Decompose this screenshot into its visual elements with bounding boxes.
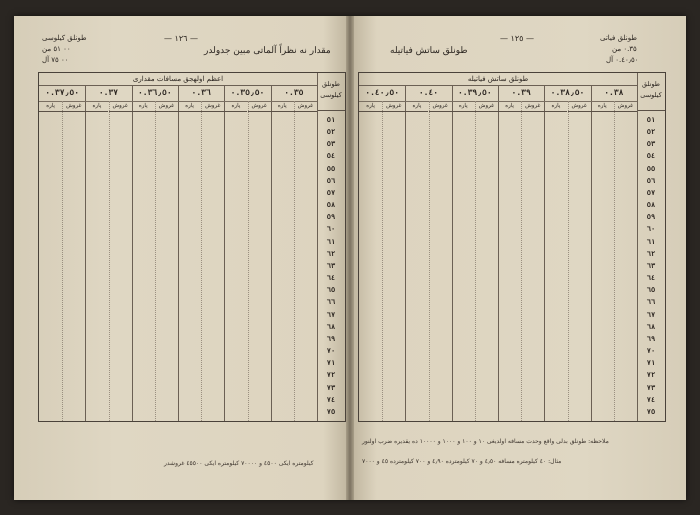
- row-number: ٦٦: [646, 298, 656, 307]
- unit-subheader: پاره: [498, 101, 521, 112]
- row-number: ٥٣: [326, 140, 336, 149]
- unit-subheader: غروش: [201, 101, 224, 112]
- row-number: ٦١: [326, 237, 336, 246]
- right-footnote-1: ملاحظه: طونلق بدلی واقع وحدت مسافه اولدیغی ١٠ و ١٠٠ و ١٠٠٠ و ١٠٠٠٠ ده یقدیره ضرب اولنور: [362, 438, 609, 445]
- unit-subheader: پاره: [178, 101, 201, 112]
- unit-subheader: پاره: [591, 101, 614, 112]
- right-corner-3: ٠.٤٠٫٥٠ آل: [606, 56, 639, 64]
- column-divider: [405, 85, 406, 421]
- left-page-title: مقدار نه نظراً آلماتی مبین جدولدر: [204, 46, 331, 56]
- row-number: ٦٩: [646, 334, 656, 343]
- sub-column-divider: [62, 101, 63, 421]
- left-footnote: کیلومتره ایکی ٤٥٠٠ و ٧٠٠٠٠ کیلومتره ایکی ٤٥٥٠٠ غروشدر: [164, 460, 314, 467]
- column-divider: [271, 85, 272, 421]
- sub-column-divider: [614, 101, 615, 421]
- row-number: ٦٨: [326, 322, 336, 331]
- row-number: ٧٠: [326, 347, 336, 356]
- row-number: ٥٢: [326, 128, 336, 137]
- sub-column-divider: [155, 101, 156, 421]
- row-number: ٧٠: [646, 347, 656, 356]
- row-number: ٧٤: [646, 395, 656, 404]
- unit-subheader: غروش: [521, 101, 544, 112]
- unit-subheader: پاره: [85, 101, 108, 112]
- unit-subheader: غروش: [568, 101, 591, 112]
- column-divider: [224, 85, 225, 421]
- sub-column-divider: [521, 101, 522, 421]
- row-number: ٦٨: [646, 322, 656, 331]
- sub-column-divider: [294, 101, 295, 421]
- row-number: ٦٤: [326, 274, 336, 283]
- column-divider: [452, 85, 453, 421]
- row-number: ٦٠: [326, 225, 336, 234]
- row-number: ٥٨: [326, 201, 336, 210]
- unit-subheader: پاره: [271, 101, 294, 112]
- column-divider: [498, 85, 499, 421]
- column-divider: [178, 85, 179, 421]
- unit-subheader: پاره: [132, 101, 155, 112]
- price-column-header: ٠.٣٨: [591, 85, 637, 102]
- left-corner-3: ٠٠ ٧٥ آل: [42, 56, 69, 64]
- book-gutter: [346, 16, 354, 500]
- row-number: ٧٢: [326, 371, 336, 380]
- right-page-number: — ١٢٥ —: [500, 34, 534, 43]
- right-corner-2: ٠.٣٥ من: [612, 45, 637, 53]
- row-number: ٥٧: [646, 188, 656, 197]
- left-corner-1: طونلق كيلوسی: [42, 34, 87, 42]
- sub-column-divider: [429, 101, 430, 421]
- sub-column-divider: [382, 101, 383, 421]
- row-number: ٦١: [646, 237, 656, 246]
- row-number: ٥٤: [326, 152, 336, 161]
- unit-subheader: غروش: [429, 101, 452, 112]
- right-page-title: طونلق ساتش فیاتیله: [390, 46, 468, 56]
- right-table: [358, 72, 666, 422]
- left-table: [38, 72, 346, 422]
- row-number: ٦٣: [646, 261, 656, 270]
- row-number: ٥٥: [326, 164, 336, 173]
- unit-subheader: غروش: [614, 101, 637, 112]
- header-rule: [39, 85, 317, 86]
- column-divider: [544, 85, 545, 421]
- row-number: ٦٧: [646, 310, 656, 319]
- left-page: [14, 16, 350, 500]
- unit-subheader: غروش: [109, 101, 132, 112]
- unit-subheader: پاره: [359, 101, 382, 112]
- unit-subheader: پاره: [452, 101, 475, 112]
- unit-subheader: غروش: [382, 101, 405, 112]
- price-column-header: ٠.٣٩: [498, 85, 544, 102]
- price-column-header: ٠.٣٧٫٥٠: [39, 85, 85, 102]
- row-number: ٦٢: [646, 249, 656, 258]
- left-corner-2: ٠٠ ٥١ من: [42, 45, 71, 53]
- row-number: ٧٥: [646, 407, 656, 416]
- row-number: ٦٧: [326, 310, 336, 319]
- row-number: ٦٦: [326, 298, 336, 307]
- price-column-header: ٠.٣٨٫٥٠: [544, 85, 590, 102]
- right-page: [350, 16, 686, 500]
- row-number: ٥١: [326, 116, 336, 124]
- row-number: ٥٩: [326, 213, 336, 222]
- row-number: ٥٤: [646, 152, 656, 161]
- unit-subheader: غروش: [475, 101, 498, 112]
- row-number: ٥٦: [326, 176, 336, 185]
- price-column-header: ٠.٣٥٫٥٠: [224, 85, 270, 102]
- row-number: ٧٤: [326, 395, 336, 404]
- sub-column-divider: [248, 101, 249, 421]
- book-spread: [14, 16, 686, 500]
- unit-subheader: پاره: [544, 101, 567, 112]
- unit-subheader: پاره: [405, 101, 428, 112]
- sub-column-divider: [568, 101, 569, 421]
- row-number: ٦٠: [646, 225, 656, 234]
- row-number-header: طونلق كيلوسی: [317, 73, 345, 111]
- row-number: ٥٧: [326, 188, 336, 197]
- row-number: ٧٢: [646, 371, 656, 380]
- left-page-number: — ١٢٦ —: [164, 34, 198, 43]
- column-divider: [85, 85, 86, 421]
- row-number: ٥١: [646, 116, 656, 124]
- row-number: ٧٣: [646, 383, 656, 392]
- unit-subheader: پاره: [224, 101, 247, 112]
- unit-subheader: غروش: [62, 101, 85, 112]
- row-number: ٥٦: [646, 176, 656, 185]
- row-number: ٧٥: [326, 407, 336, 416]
- right-corner-1: طونلق فیاتی: [600, 34, 637, 42]
- row-number: ٥٩: [646, 213, 656, 222]
- price-column-header: ٠.٣٦: [178, 85, 224, 102]
- row-number: ٧١: [326, 359, 336, 368]
- unit-subheader: غروش: [294, 101, 317, 112]
- price-column-header: ٠.٣٩٫٥٠: [452, 85, 498, 102]
- row-number: ٦٤: [646, 274, 656, 283]
- group-header: طونلق ساتش فیاتیله: [359, 73, 637, 86]
- sub-column-divider: [475, 101, 476, 421]
- row-number: ٦٥: [646, 286, 656, 295]
- unit-subheader: پاره: [39, 101, 62, 112]
- row-number: ٦٢: [326, 249, 336, 258]
- row-number: ٦٩: [326, 334, 336, 343]
- row-number: ٥٨: [646, 201, 656, 210]
- row-number: ٦٥: [326, 286, 336, 295]
- unit-subheader: غروش: [155, 101, 178, 112]
- row-number: ٦٣: [326, 261, 336, 270]
- unit-subheader: غروش: [248, 101, 271, 112]
- group-header: اعظم اولهجق مسافات مقداری: [39, 73, 317, 86]
- price-column-header: ٠.٤٠٫٥٠: [359, 85, 405, 102]
- header-rule: [359, 85, 637, 86]
- row-number: ٥٥: [646, 164, 656, 173]
- row-number: ٧٣: [326, 383, 336, 392]
- column-divider: [132, 85, 133, 421]
- price-column-header: ٠.٣٥: [271, 85, 317, 102]
- row-number: ٥٣: [646, 140, 656, 149]
- row-number-header: طونلق كيلوسی: [637, 73, 665, 111]
- right-footnote-2: مثال: ٤٠ کیلومتره مسافه ٤٫٥٠ و ٧٠ کیلومترده ٤٫٩٠ و ٧٠٠ کیلومترده ٤٥ و ٧٠٠٠: [362, 458, 562, 465]
- sub-column-divider: [201, 101, 202, 421]
- sub-column-divider: [109, 101, 110, 421]
- column-divider: [591, 85, 592, 421]
- price-column-header: ٠.٤٠: [405, 85, 451, 102]
- row-number: ٧١: [646, 359, 656, 368]
- row-number: ٥٢: [646, 128, 656, 137]
- price-column-header: ٠.٣٦٫٥٠: [132, 85, 178, 102]
- price-column-header: ٠.٣٧: [85, 85, 131, 102]
